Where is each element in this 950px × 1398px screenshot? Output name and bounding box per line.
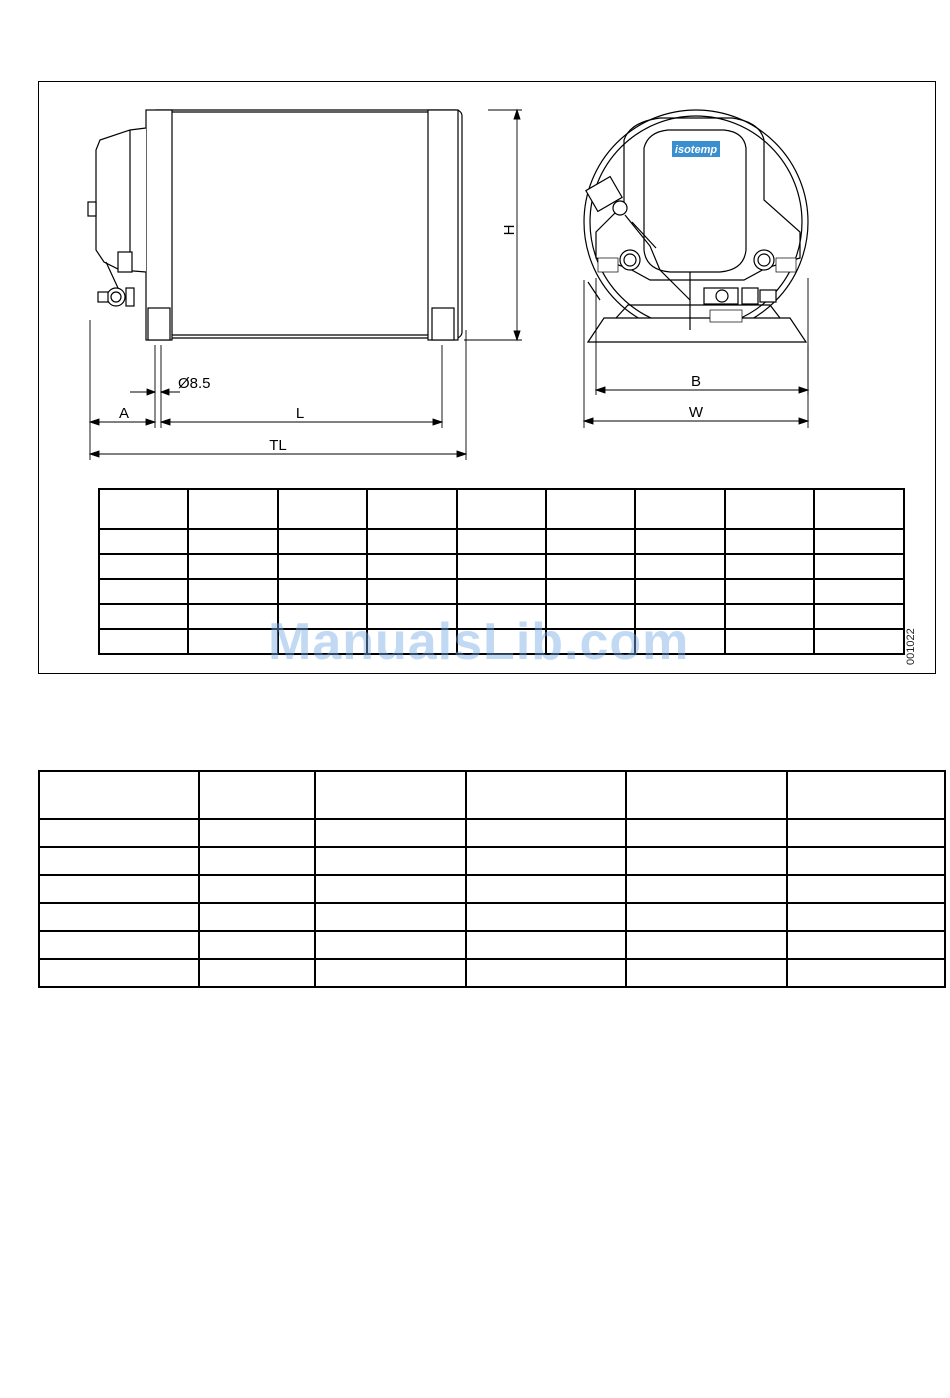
dimension-table-cell — [367, 579, 456, 604]
dimension-table-cell — [725, 489, 814, 529]
spec-table-cell — [787, 771, 945, 819]
dimension-table-cell — [457, 579, 546, 604]
dimension-table-cell — [457, 554, 546, 579]
spec-table-cell — [39, 819, 199, 847]
dimension-table-row — [99, 529, 904, 554]
dimension-table-cell — [635, 489, 724, 529]
dimension-table-cell — [99, 604, 188, 629]
dimension-table-cell — [278, 529, 367, 554]
specification-table — [38, 770, 946, 988]
spec-table-cell — [787, 959, 945, 987]
dimension-table-cell — [546, 529, 635, 554]
dimension-table-cell — [188, 489, 277, 529]
spec-table-row — [39, 771, 945, 819]
dimension-table-cell — [546, 489, 635, 529]
dim-label-tl: TL — [269, 437, 287, 454]
dimension-table-cell — [814, 629, 903, 654]
dimension-table-cell — [725, 604, 814, 629]
spec-table-cell — [626, 959, 787, 987]
spec-table-cell — [39, 875, 199, 903]
spec-table-cell — [199, 903, 315, 931]
dimension-table-cell — [725, 579, 814, 604]
spec-table-cell — [199, 819, 315, 847]
spec-table-row — [39, 903, 945, 931]
dim-label-h: H — [501, 224, 518, 236]
dimension-table-row — [99, 579, 904, 604]
watermark: ManualsLib.com — [268, 613, 690, 671]
spec-table-cell — [199, 959, 315, 987]
dimension-table-cell — [367, 554, 456, 579]
spec-table-row — [39, 959, 945, 987]
dim-label-l: L — [295, 405, 305, 422]
dimension-table-cell — [99, 554, 188, 579]
spec-table-cell — [787, 931, 945, 959]
spec-table-cell — [626, 771, 787, 819]
dimension-table-cell — [635, 529, 724, 554]
spec-table-cell — [199, 771, 315, 819]
spec-table-cell — [466, 875, 626, 903]
dim-label-diameter: Ø8.5 — [178, 375, 211, 392]
spec-table-cell — [466, 931, 626, 959]
spec-table-cell — [315, 903, 466, 931]
spec-table-cell — [39, 959, 199, 987]
spec-table-row — [39, 819, 945, 847]
dim-label-a: A — [118, 405, 130, 422]
spec-table-cell — [39, 931, 199, 959]
spec-table-cell — [466, 819, 626, 847]
spec-table-cell — [466, 903, 626, 931]
spec-table-cell — [787, 819, 945, 847]
spec-table-cell — [626, 875, 787, 903]
spec-table-row — [39, 875, 945, 903]
dimension-table-cell — [188, 529, 277, 554]
figure-code: 001022 — [905, 628, 917, 665]
dimension-table-cell — [188, 604, 277, 629]
spec-table-cell — [315, 847, 466, 875]
dimension-table-cell — [814, 489, 903, 529]
dimension-table-cell — [99, 579, 188, 604]
spec-table-cell — [199, 875, 315, 903]
dimension-table-cell — [814, 529, 903, 554]
spec-table-cell — [466, 771, 626, 819]
dimension-table-cell — [814, 604, 903, 629]
dimension-table-cell — [546, 579, 635, 604]
spec-table-cell — [39, 847, 199, 875]
spec-table-cell — [315, 931, 466, 959]
dimension-table-cell — [725, 529, 814, 554]
dimension-table-cell — [188, 629, 277, 654]
dim-label-w: W — [688, 404, 704, 421]
side-view — [88, 110, 462, 340]
dimension-table-cell — [635, 579, 724, 604]
dimension-table-cell — [457, 489, 546, 529]
spec-table-cell — [39, 771, 199, 819]
spec-table-row — [39, 931, 945, 959]
dimension-table-row — [99, 489, 904, 529]
spec-table-cell — [626, 819, 787, 847]
dimension-table-cell — [367, 489, 456, 529]
dimension-table-cell — [278, 579, 367, 604]
spec-table-cell — [199, 931, 315, 959]
spec-table-cell — [199, 847, 315, 875]
spec-table-cell — [466, 847, 626, 875]
brand-logo: isotemp — [674, 144, 718, 156]
dimension-table-cell — [188, 554, 277, 579]
spec-table-cell — [466, 959, 626, 987]
dimension-table-cell — [367, 529, 456, 554]
dimension-table-cell — [99, 529, 188, 554]
spec-table-cell — [626, 903, 787, 931]
spec-table-cell — [39, 903, 199, 931]
spec-table-row — [39, 847, 945, 875]
dimension-table-cell — [99, 629, 188, 654]
dimension-table-cell — [278, 554, 367, 579]
dimension-table-cell — [814, 554, 903, 579]
dimension-table-cell — [725, 629, 814, 654]
dimension-table-cell — [278, 489, 367, 529]
spec-table-cell — [787, 847, 945, 875]
spec-table-cell — [787, 903, 945, 931]
dimension-table-cell — [814, 579, 903, 604]
spec-table-cell — [315, 819, 466, 847]
dimension-table-cell — [546, 554, 635, 579]
spec-table-cell — [787, 875, 945, 903]
spec-table-cell — [626, 847, 787, 875]
spec-table-cell — [315, 875, 466, 903]
dimension-table-cell — [457, 529, 546, 554]
dimension-table-cell — [635, 554, 724, 579]
dimension-table-row — [99, 554, 904, 579]
spec-table-cell — [626, 931, 787, 959]
dim-label-b: B — [690, 373, 702, 390]
dimension-table-cell — [188, 579, 277, 604]
spec-table-cell — [315, 959, 466, 987]
dimension-table-cell — [725, 554, 814, 579]
dimension-table-cell — [99, 489, 188, 529]
spec-table-cell — [315, 771, 466, 819]
